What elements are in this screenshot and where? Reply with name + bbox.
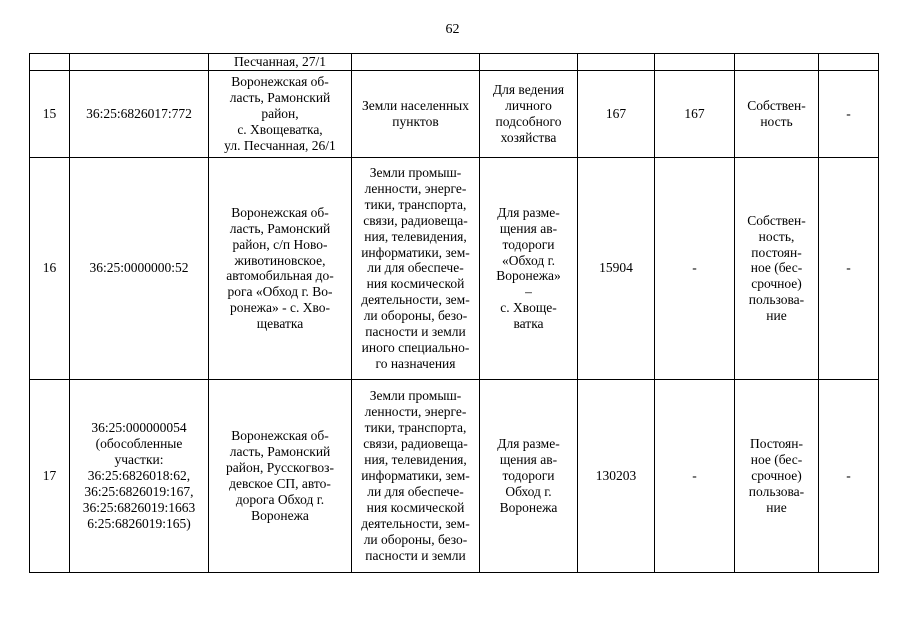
cell-encumbrance: - [819, 379, 879, 572]
cell-num: 15 [30, 70, 70, 157]
cell-cadastral: 36:25:000000054 (обособленные участки: 36:25:6826018:62, 36:25:6826019:167, 36:25:6826019:1663 6:25:6826019:165) [70, 379, 209, 572]
cell-right: Постоян- ное (бес- срочное) пользова- ние [735, 379, 819, 572]
table-row [30, 70, 879, 157]
cell-category: Земли промыш- ленности, энерге- тики, транспорта, связи, радиовеща- ния, телевидения, информатики, зем- ли для обеспече- ния космической деятельности, зем- ли обороны, безо- пасности и земли иного специально- го назначения [352, 157, 480, 379]
cell-address: Воронежская об- ласть, Рамонский район, с. Хвощеватка, ул. Песчанная, 26/1 [209, 70, 352, 157]
cell-area-seized: - [655, 157, 735, 379]
cell-area-seized: - [655, 379, 735, 572]
cell-use: Для разме- щения ав- тодороги «Обход г. Воронежа» – с. Хвоще- ватка [480, 157, 578, 379]
cell-area: 15904 [578, 157, 655, 379]
table-row-continued [30, 54, 879, 71]
page-number: 62 [445, 22, 460, 37]
cell-encumbrance: - [819, 70, 879, 157]
table-row [30, 157, 879, 379]
cell-use: Для ведения личного подсобного хозяйства [480, 70, 578, 157]
cell-address: Воронежская об- ласть, Рамонский район, Русскогвоз- девское СП, авто- дорога Обход г. Воронежа [209, 379, 352, 572]
cell-right: Собствен- ность [735, 70, 819, 157]
cell-cadastral: 36:25:0000000:52 [70, 157, 209, 379]
address-tail: Песчанная, 27/1 [234, 54, 326, 69]
cell-use: Для разме- щения ав- тодороги Обход г. Воронежа [480, 379, 578, 572]
cell-cadastral [70, 54, 209, 71]
cell-category: Земли промыш- ленности, энерге- тики, транспорта, связи, радиовеща- ния, телевидения, информатики, зем- ли для обеспече- ния космической деятельности, зем- ли обороны, безо- пасности и земли [352, 379, 480, 572]
cell-address: Воронежская об- ласть, Рамонский район, с/п Ново- животиновское, автомобильная до- рога «Обход г. Во- ронежа» - с. Хво- щеватка [209, 157, 352, 379]
table-row [30, 379, 879, 572]
cell-address [209, 54, 352, 71]
cell-area: 130203 [578, 379, 655, 572]
cell-encumbrance: - [819, 157, 879, 379]
cell-num: 16 [30, 157, 70, 379]
cell-cadastral: 36:25:6826017:772 [70, 70, 209, 157]
cell-num: 17 [30, 379, 70, 572]
cell-area-seized: 167 [655, 70, 735, 157]
cell-category: Земли населенных пунктов [352, 70, 480, 157]
land-plots-table [29, 53, 879, 573]
cell-num [30, 54, 70, 71]
cell-right: Собствен- ность, постоян- ное (бес- срочное) пользова- ние [735, 157, 819, 379]
cell-area: 167 [578, 70, 655, 157]
